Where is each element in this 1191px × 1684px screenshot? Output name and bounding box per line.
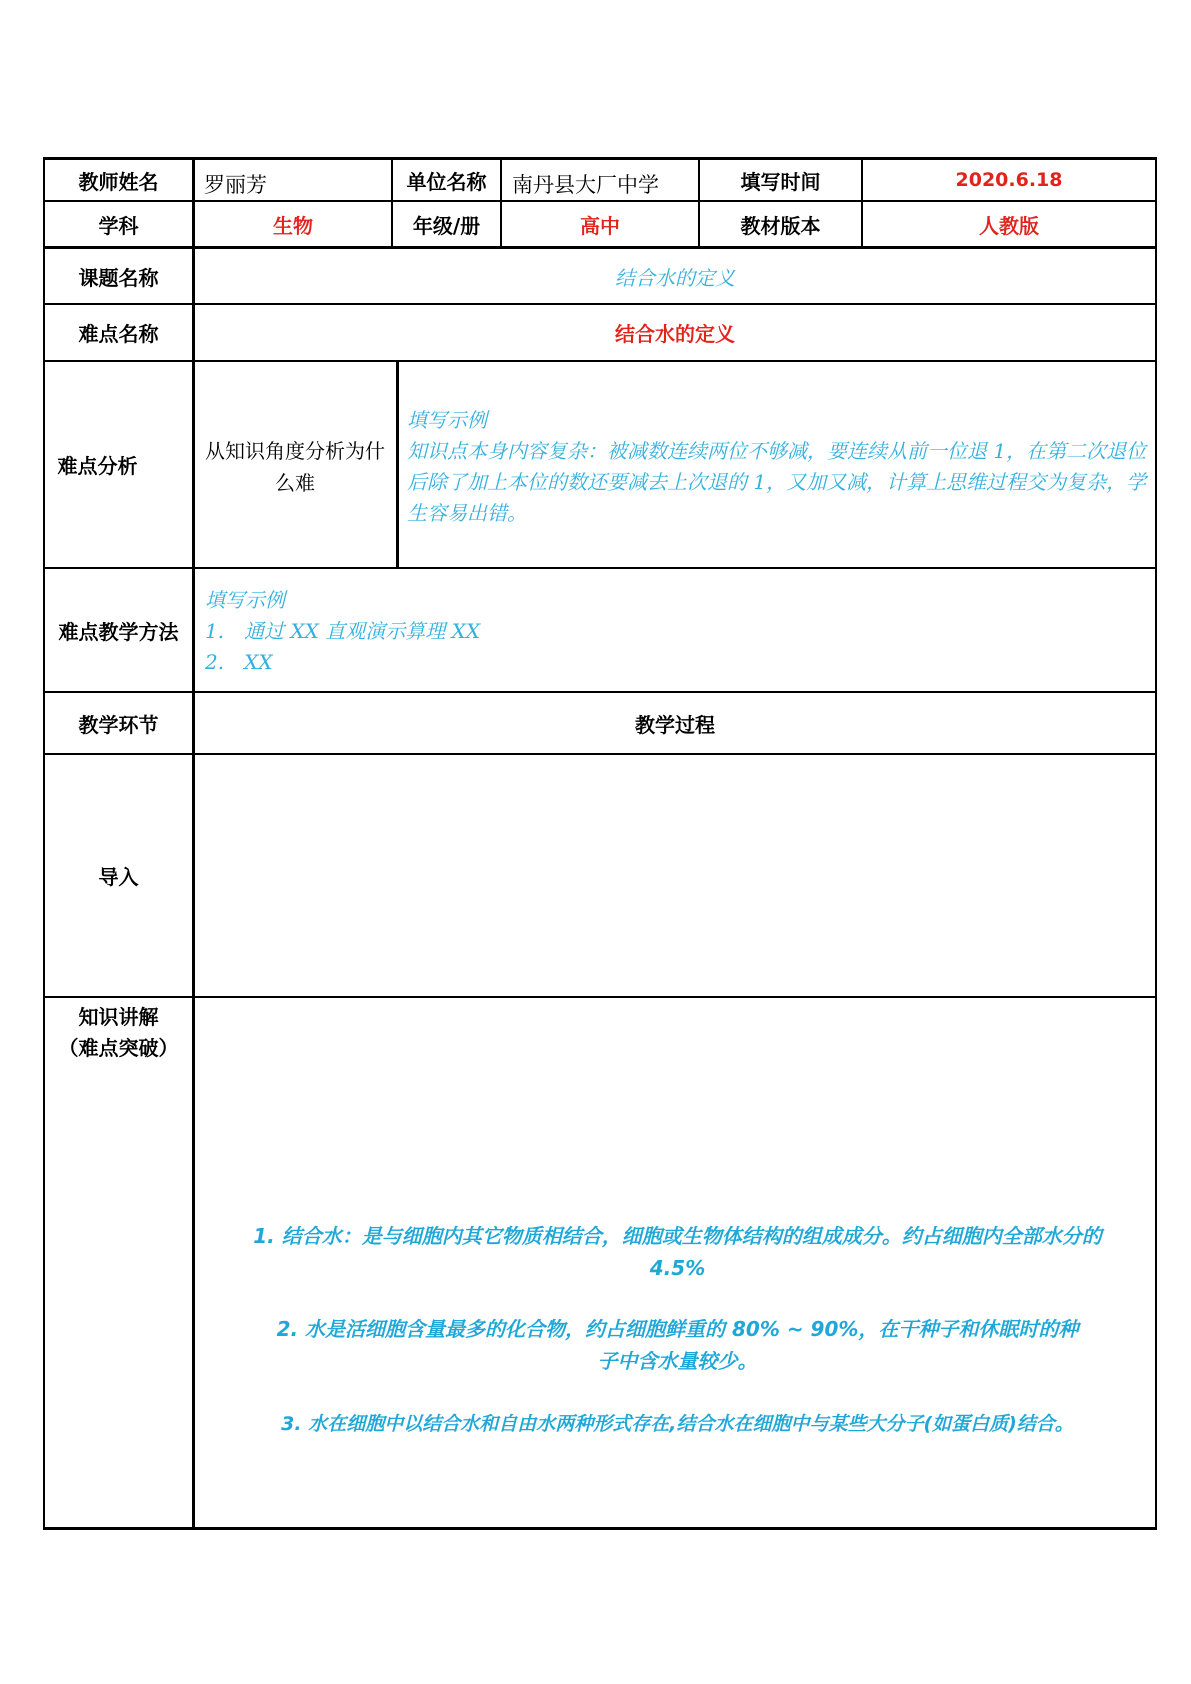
unit-name-value: 南丹县大厂中学 (512, 173, 659, 197)
grade-value: 高中 (580, 213, 620, 238)
subject-value: 生物 (273, 213, 313, 238)
unit-name-label: 单位名称 (406, 169, 487, 194)
difficulty-label: 难点名称 (78, 322, 159, 346)
analysis-sub-label: 从知识角度分析为什么难 (205, 439, 385, 495)
analysis-example-title: 填写示例 (407, 408, 487, 432)
method-example-title: 填写示例 (205, 588, 285, 612)
method-label: 难点教学方法 (58, 619, 179, 644)
analysis-label: 难点分析 (57, 454, 138, 478)
knowledge-point-1-line: 1. 结合水：是与细胞内其它物质相结合，细胞或生物体结构的组成成分。约占细胞内全部水分的 (253, 1224, 1102, 1248)
fill-date-value: 2020.6.18 (955, 169, 1063, 191)
method-item: 2. XX (205, 650, 273, 674)
knowledge-label-line2: （难点突破） (58, 1035, 179, 1060)
table-border (43, 567, 1157, 569)
subject-label: 学科 (98, 213, 139, 238)
edition-value: 人教版 (979, 213, 1039, 238)
intro-label: 导入 (98, 865, 139, 889)
teacher-name-label: 教师姓名 (78, 169, 159, 194)
method-item: 1. 通过 XX 直观演示算理 XX (205, 619, 481, 643)
knowledge-point-2-line: 子中含水量较少。 (597, 1349, 758, 1373)
table-border (396, 360, 399, 568)
knowledge-point-2-line: 2. 水是活细胞含量最多的化合物，约占细胞鲜重的 80% ~ 90%，在干种子和休眠时的种 (276, 1317, 1079, 1341)
topic-value: 结合水的定义 (615, 265, 735, 290)
table-border (192, 157, 195, 1530)
knowledge-point-2 (205, 1313, 1150, 1377)
knowledge-point-3: 3. 水在细胞中以结合水和自由水两种形式存在,结合水在细胞中与某些大分子(如蛋白质)结合。 (281, 1413, 1074, 1435)
teaching-process-label: 教学过程 (635, 712, 715, 737)
knowledge-label (45, 1000, 192, 1065)
method-example (205, 585, 1145, 678)
teacher-name-value: 罗丽芳 (204, 173, 267, 197)
table-border (43, 753, 1157, 755)
grade-label: 年级/册 (412, 213, 481, 238)
table-border (43, 996, 1157, 998)
edition-label: 教材版本 (740, 213, 821, 238)
fill-date-label: 填写时间 (740, 169, 821, 194)
knowledge-point-1-line: 4.5% (649, 1256, 706, 1280)
teaching-stage-label: 教学环节 (78, 712, 159, 737)
difficulty-value: 结合水的定义 (615, 322, 735, 346)
table-border (43, 1527, 1157, 1530)
analysis-example (407, 405, 1151, 529)
knowledge-point-1 (205, 1220, 1150, 1284)
table-border (1155, 157, 1157, 1530)
table-border (43, 360, 1157, 362)
knowledge-label-line1: 知识讲解 (78, 1004, 159, 1029)
topic-label: 课题名称 (78, 265, 159, 290)
analysis-example-text: 知识点本身内容复杂：被减数连续两位不够减，要连续从前一位退 1，在第二次退位后除了加上本位的数还要减去上次退的 1，又加又减，计算上思维过程交为复杂，学生容易出错。 (407, 439, 1147, 525)
